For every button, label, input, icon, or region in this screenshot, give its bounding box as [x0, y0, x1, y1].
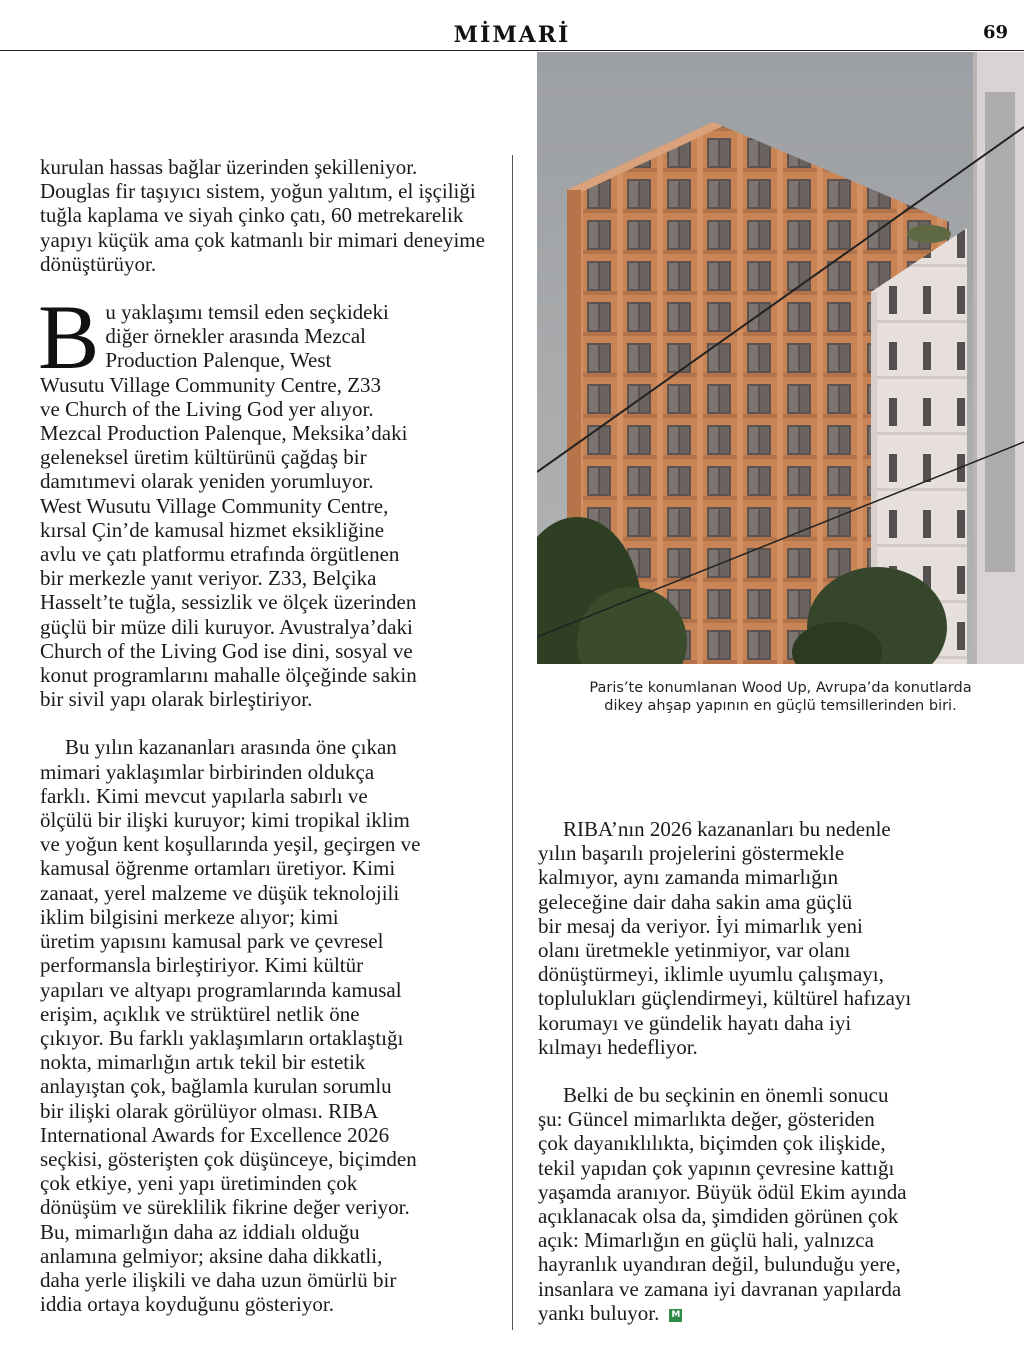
- text-line: üretim yapısını kamusal park ve çevresel: [40, 929, 384, 954]
- text-line: kalmıyor, aynı zamanda mimarlığın: [538, 865, 839, 890]
- text-line: çok dayanıklılıkta, biçimden çok ilişkide,: [538, 1131, 886, 1156]
- text-line: tekil yapıdan çok yapının çevresine kattığı: [538, 1155, 895, 1180]
- text-line: Bu yılın kazananları arasında öne çıkan: [65, 735, 397, 760]
- text-line: anlamına gelmiyor; aksine daha dikkatli,: [40, 1243, 383, 1268]
- text-line: kılmayı hedefliyor.: [538, 1034, 698, 1059]
- text-line: mimari yaklaşımlar birbirinden oldukça: [40, 759, 375, 784]
- text-line: açıklanacak olsa da, şimdiden görünen çok: [538, 1204, 899, 1229]
- building-photo: [537, 52, 1024, 664]
- column-divider: [512, 155, 513, 1330]
- text-line: dönüşüm ve süreklilik fikrine değer veriyor.: [40, 1195, 410, 1220]
- text-line: erişim, açıklık ve strüktürel netlik öne: [40, 1001, 360, 1026]
- text-line: Mezcal Production Palenque, Meksika’daki: [40, 421, 408, 446]
- text-line: performansla birleştiriyor. Kimi kültür: [40, 953, 364, 978]
- photo-caption: [537, 679, 1024, 715]
- text-line: çok etkiye, yeni yapı üretiminden çok: [40, 1171, 358, 1196]
- text-line: bir mesaj da veriyor. İyi mimarlık yeni: [538, 913, 863, 938]
- text-line: geleneksel üretim kültürünü çağdaş bir: [40, 445, 367, 470]
- drop-cap: B: [38, 286, 100, 389]
- text-line: Belki de bu seçkinin en önemli sonucu: [563, 1083, 889, 1108]
- text-line: iddia ortaya koyduğunu gösteriyor.: [40, 1292, 334, 1317]
- text-line: bir sivil yapı olarak birleştiriyor.: [40, 687, 313, 712]
- text-line: daha yerle ilişkili ve daha uzun ömürlü bir: [40, 1267, 397, 1292]
- text-line: kırsal Çin’de kamusal hizmet eksikliğine: [40, 517, 385, 542]
- text-line: ve Church of the Living God yer alıyor.: [40, 396, 374, 421]
- text-line: korumayı ve gündelik hayatı daha iyi: [538, 1010, 852, 1035]
- text-line: olanı üretmekle yetinmiyor, var olanı: [538, 938, 851, 963]
- text-line: anlayıştan çok, bağlamla kurulan sorumlu: [40, 1074, 392, 1099]
- paragraph-riba: [538, 817, 988, 1059]
- text-line: Church of the Living God ise dini, sosyal ve: [40, 638, 413, 663]
- text-line: diğer örnekler arasında Mezcal: [105, 324, 366, 349]
- text-line: şu: Güncel mimarlıkta değer, gösteriden: [538, 1107, 875, 1132]
- text-line: dönüştürmeyi, iklimle uyumlu çalışmayı,: [538, 962, 884, 987]
- text-line: avlu ve çatı platformu etrafında örgütlenen: [40, 542, 400, 567]
- text-line: farklı. Kimi mevcut yapılarla sabırlı ve: [40, 783, 368, 808]
- caption-line: Paris’te konumlanan Wood Up, Avrupa’da konutlarda: [589, 680, 972, 696]
- paragraph-conclusion: [538, 1083, 988, 1325]
- text-line: konut programlarını mahalle ölçeğinde sakin: [40, 663, 417, 688]
- text-line: bir ilişki olarak görülüyor olması. RIBA: [40, 1098, 379, 1123]
- paragraph-continued: kurulan hassas bağlar üzerinden şekilleniyor. Douglas fir taşıyıcı sistem, yoğun yalıtım, el işçiliği tuğla kaplama ve siyah çinko çatı, 60 metrekarelik yapıyı küçük ama çok katmanlı bir mimari deneyime dönüştürüyor.: [40, 155, 485, 276]
- page-number: 69: [982, 22, 1008, 43]
- text-line: Production Palenque, West: [105, 348, 332, 373]
- text-line: çıkıyor. Bu farklı yaklaşımların ortaklaştığı: [40, 1025, 404, 1050]
- left-column: [40, 155, 492, 1316]
- text-line: Wusutu Village Community Centre, Z33: [40, 372, 382, 397]
- text-line: u yaklaşımı temsil eden seçkideki: [105, 300, 389, 325]
- text-line: International Awards for Excellence 2026: [40, 1122, 390, 1147]
- text-line: Bu, mimarlığın daha az iddialı olduğu: [40, 1219, 360, 1244]
- text-line: yankı buluyor.: [538, 1300, 660, 1325]
- text-line: West Wusutu Village Community Centre,: [40, 493, 389, 518]
- text-line: toplulukları güçlendirmeyi, kültürel hafızayı: [538, 986, 912, 1011]
- text-line: iklim bilgisini merkeze alıyor; kimi: [40, 904, 339, 929]
- text-line: yılın başarılı projelerini göstermekle: [538, 841, 845, 866]
- text-line: ölçülü bir ilişki kuruyor; kimi tropikal iklim: [40, 808, 410, 833]
- text-line: geleceğine dair daha sakin ama güçlü: [538, 889, 853, 914]
- text-line: bir merkezle yanıt veriyor. Z33, Belçika: [40, 566, 377, 591]
- text-line: damıtımevi olarak yeniden yorumluyor.: [40, 469, 374, 494]
- text-line: Hasselt’te tuğla, sessizlik ve ölçek üzerinden: [40, 590, 417, 615]
- text-line: insanlara ve zamana iyi davranan yapılarda: [538, 1276, 902, 1301]
- text-line: yapıları ve altyapı programlarında kamusal: [40, 977, 402, 1002]
- text-line: hayranlık uyandıran değil, bulunduğu yere,: [538, 1252, 901, 1277]
- text-line: yaşamda aranıyor. Büyük ödül Ekim ayında: [538, 1179, 907, 1204]
- text-line: zanaat, yerel malzeme ve düşük teknolojili: [40, 880, 400, 905]
- text-line: açık: Mimarlığın en güçlü hali, yalnızca: [538, 1228, 874, 1253]
- paragraph-dropcap: [38, 286, 492, 712]
- header-rule: [0, 50, 1024, 51]
- end-of-article-mark: M: [669, 1309, 682, 1322]
- text-line: nokta, mimarlığın artık tekil bir estetik: [40, 1050, 366, 1075]
- right-column: [538, 817, 988, 1325]
- caption-line: dikey ahşap yapının en güçlü temsillerinden biri.: [604, 698, 957, 714]
- paragraph-approaches: [40, 735, 492, 1316]
- text-line: kamusal öğrenme ortamları üretiyor. Kimi: [40, 856, 396, 881]
- magazine-title: MİMARİ: [453, 22, 571, 48]
- text-line: ve yoğun kent koşullarında yeşil, geçirgen ve: [40, 832, 421, 857]
- text-line: güçlü bir müze dili kuruyor. Avustralya’daki: [40, 614, 413, 639]
- text-line: seçkisi, gösterişten çok düşünceye, biçimden: [40, 1146, 417, 1171]
- text-line: RIBA’nın 2026 kazananları bu nedenle: [563, 817, 891, 841]
